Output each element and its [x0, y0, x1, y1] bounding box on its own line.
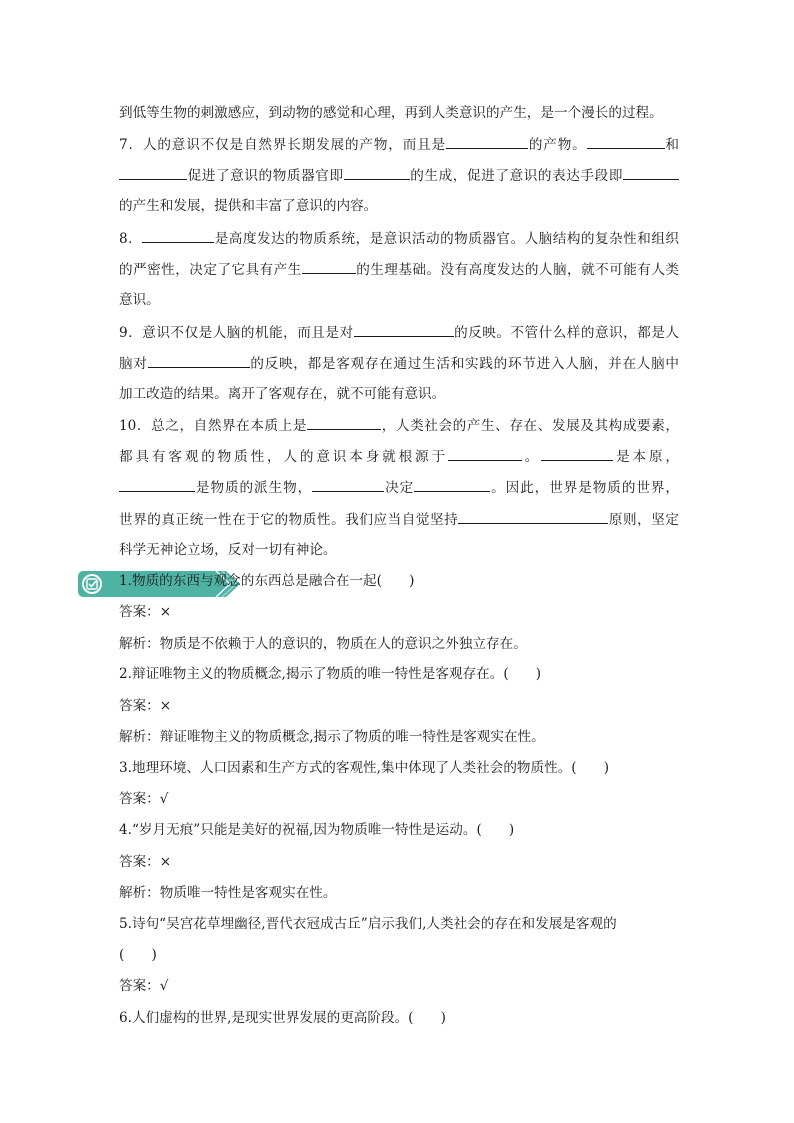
q10-text: 10．总之，自然界在本质上是 [119, 418, 308, 434]
judge-analysis-1: 解析：物质是不依赖于人的意识的，物质在人的意识之外独立存在。 [119, 636, 527, 652]
judge-answer-5: 答案：√ [119, 978, 169, 994]
judge-analysis-2: 解析：辩证唯物主义的物质概念,揭示了物质的唯一特性是客观实在性。 [119, 729, 545, 745]
answer-blank[interactable] [312, 477, 384, 492]
q10-text: 原则，坚定 [608, 512, 680, 528]
judge-question-5-cont: ( ) [119, 947, 157, 963]
answer-blank[interactable] [344, 165, 410, 180]
question-8-line-3: 意识。 [119, 292, 160, 308]
q8-text: 是高度发达的物质系统，是意识活动的物质器官。人脑结构的复杂性和组织 [214, 231, 680, 247]
question-10-line-3 [119, 477, 679, 498]
q10-text: 都具有客观的物质性，人的意识本身就根源于 [119, 449, 448, 465]
answer-blank[interactable] [142, 228, 214, 243]
q10-text: 。 [521, 449, 542, 465]
q10-text: 是物质的派生物， [195, 480, 313, 496]
judge-question-1: 1.物质的东西与观念的东西总是融合在一起( ) [119, 573, 415, 589]
answer-blank[interactable] [446, 134, 528, 149]
q8-text: 的严密性，决定了它具有产生 [119, 262, 302, 278]
answer-blank[interactable] [119, 477, 195, 492]
judge-question-2: 2.辩证唯物主义的物质概念,揭示了物质的唯一特性是客观存在。( ) [119, 666, 542, 682]
question-10-line-2 [119, 446, 679, 467]
q10-text: ，人类社会的产生、存在、发展及其构成要素， [381, 418, 680, 434]
question-9-line-3: 加工改造的结果。离开了客观存在，就不可能有意识。 [119, 386, 446, 402]
judge-question-4: 4.“岁月无痕”只能是美好的祝福,因为物质唯一特性是运动。( ) [119, 822, 515, 838]
q10-text: 是本原， [613, 449, 680, 465]
question-7-line-3: 的产生和发展，提供和丰富了意识的内容。 [119, 198, 378, 214]
question-10-line-5: 科学无神论立场，反对一切有神论。 [119, 542, 337, 558]
question-7-line-1 [119, 134, 679, 155]
judge-answer-4: 答案：× [119, 854, 172, 870]
judge-analysis-4: 解析：物质唯一特性是客观实在性。 [119, 885, 337, 901]
answer-blank[interactable] [302, 259, 356, 274]
question-8-line-2 [119, 259, 679, 280]
question-8-line-1 [119, 228, 679, 249]
judge-answer-2: 答案：× [119, 698, 172, 714]
q8-text: 8． [119, 231, 143, 247]
answer-blank[interactable] [307, 415, 381, 430]
q9-text: 的反映，都是客观存在通过生活和实践的环节进入人脑，并在人脑中 [249, 356, 679, 372]
q10-text: 决定 [384, 480, 415, 496]
q9-text: 9．意识不仅是人脑的机能，而且是对 [119, 325, 354, 341]
answer-blank[interactable] [458, 509, 608, 524]
q7-text: 的产物。 [528, 137, 587, 153]
answer-blank[interactable] [148, 353, 250, 368]
q7-text: 促进了意识的物质器官即 [187, 168, 344, 184]
judge-question-6: 6.人们虚构的世界,是现实世界发展的更高阶段。( ) [119, 1010, 446, 1026]
paragraph-continuation: 到低等生物的刺激感应，到动物的感觉和心理，再到人类意识的产生，是一个漫长的过程。 [119, 105, 663, 121]
q10-text: 世界的真正统一性在于它的物质性。我们应当自觉坚持 [119, 512, 459, 528]
question-7-line-2 [119, 165, 679, 186]
answer-blank[interactable] [448, 446, 522, 461]
judge-answer-3: 答案：√ [119, 791, 169, 807]
answer-blank[interactable] [119, 165, 187, 180]
question-10-line-1 [119, 415, 679, 436]
judge-question-5: 5.诗句“吴宫花草埋幽径,晋代衣冠成古丘”启示我们,人类社会的存在和发展是客观的 [119, 916, 617, 932]
q9-text: 的反映。不管什么样的意识，都是人 [453, 325, 680, 341]
q7-text: 和 [664, 137, 680, 153]
answer-blank[interactable] [587, 134, 665, 149]
question-9-line-2 [119, 353, 679, 374]
answer-blank[interactable] [541, 446, 613, 461]
question-9-line-1 [119, 322, 679, 343]
q8-text: 的生理基础。没有高度发达的人脑，就不可能有人类 [355, 262, 680, 278]
question-10-line-4 [119, 509, 679, 530]
judge-answer-1: 答案：× [119, 604, 172, 620]
q7-text: 的生成，促进了意识的表达手段即 [409, 168, 624, 184]
q7-text: 7．人的意识不仅是自然界长期发展的产物，而且是 [119, 137, 446, 153]
judge-question-3: 3.地理环境、人口因素和生产方式的客观性,集中体现了人类社会的物质性。( ) [119, 760, 610, 776]
answer-blank[interactable] [354, 322, 454, 337]
q9-text: 脑对 [119, 356, 148, 372]
q10-text: 。因此，世界是物质的世界， [490, 480, 680, 496]
answer-blank[interactable] [414, 477, 490, 492]
answer-blank[interactable] [623, 165, 679, 180]
